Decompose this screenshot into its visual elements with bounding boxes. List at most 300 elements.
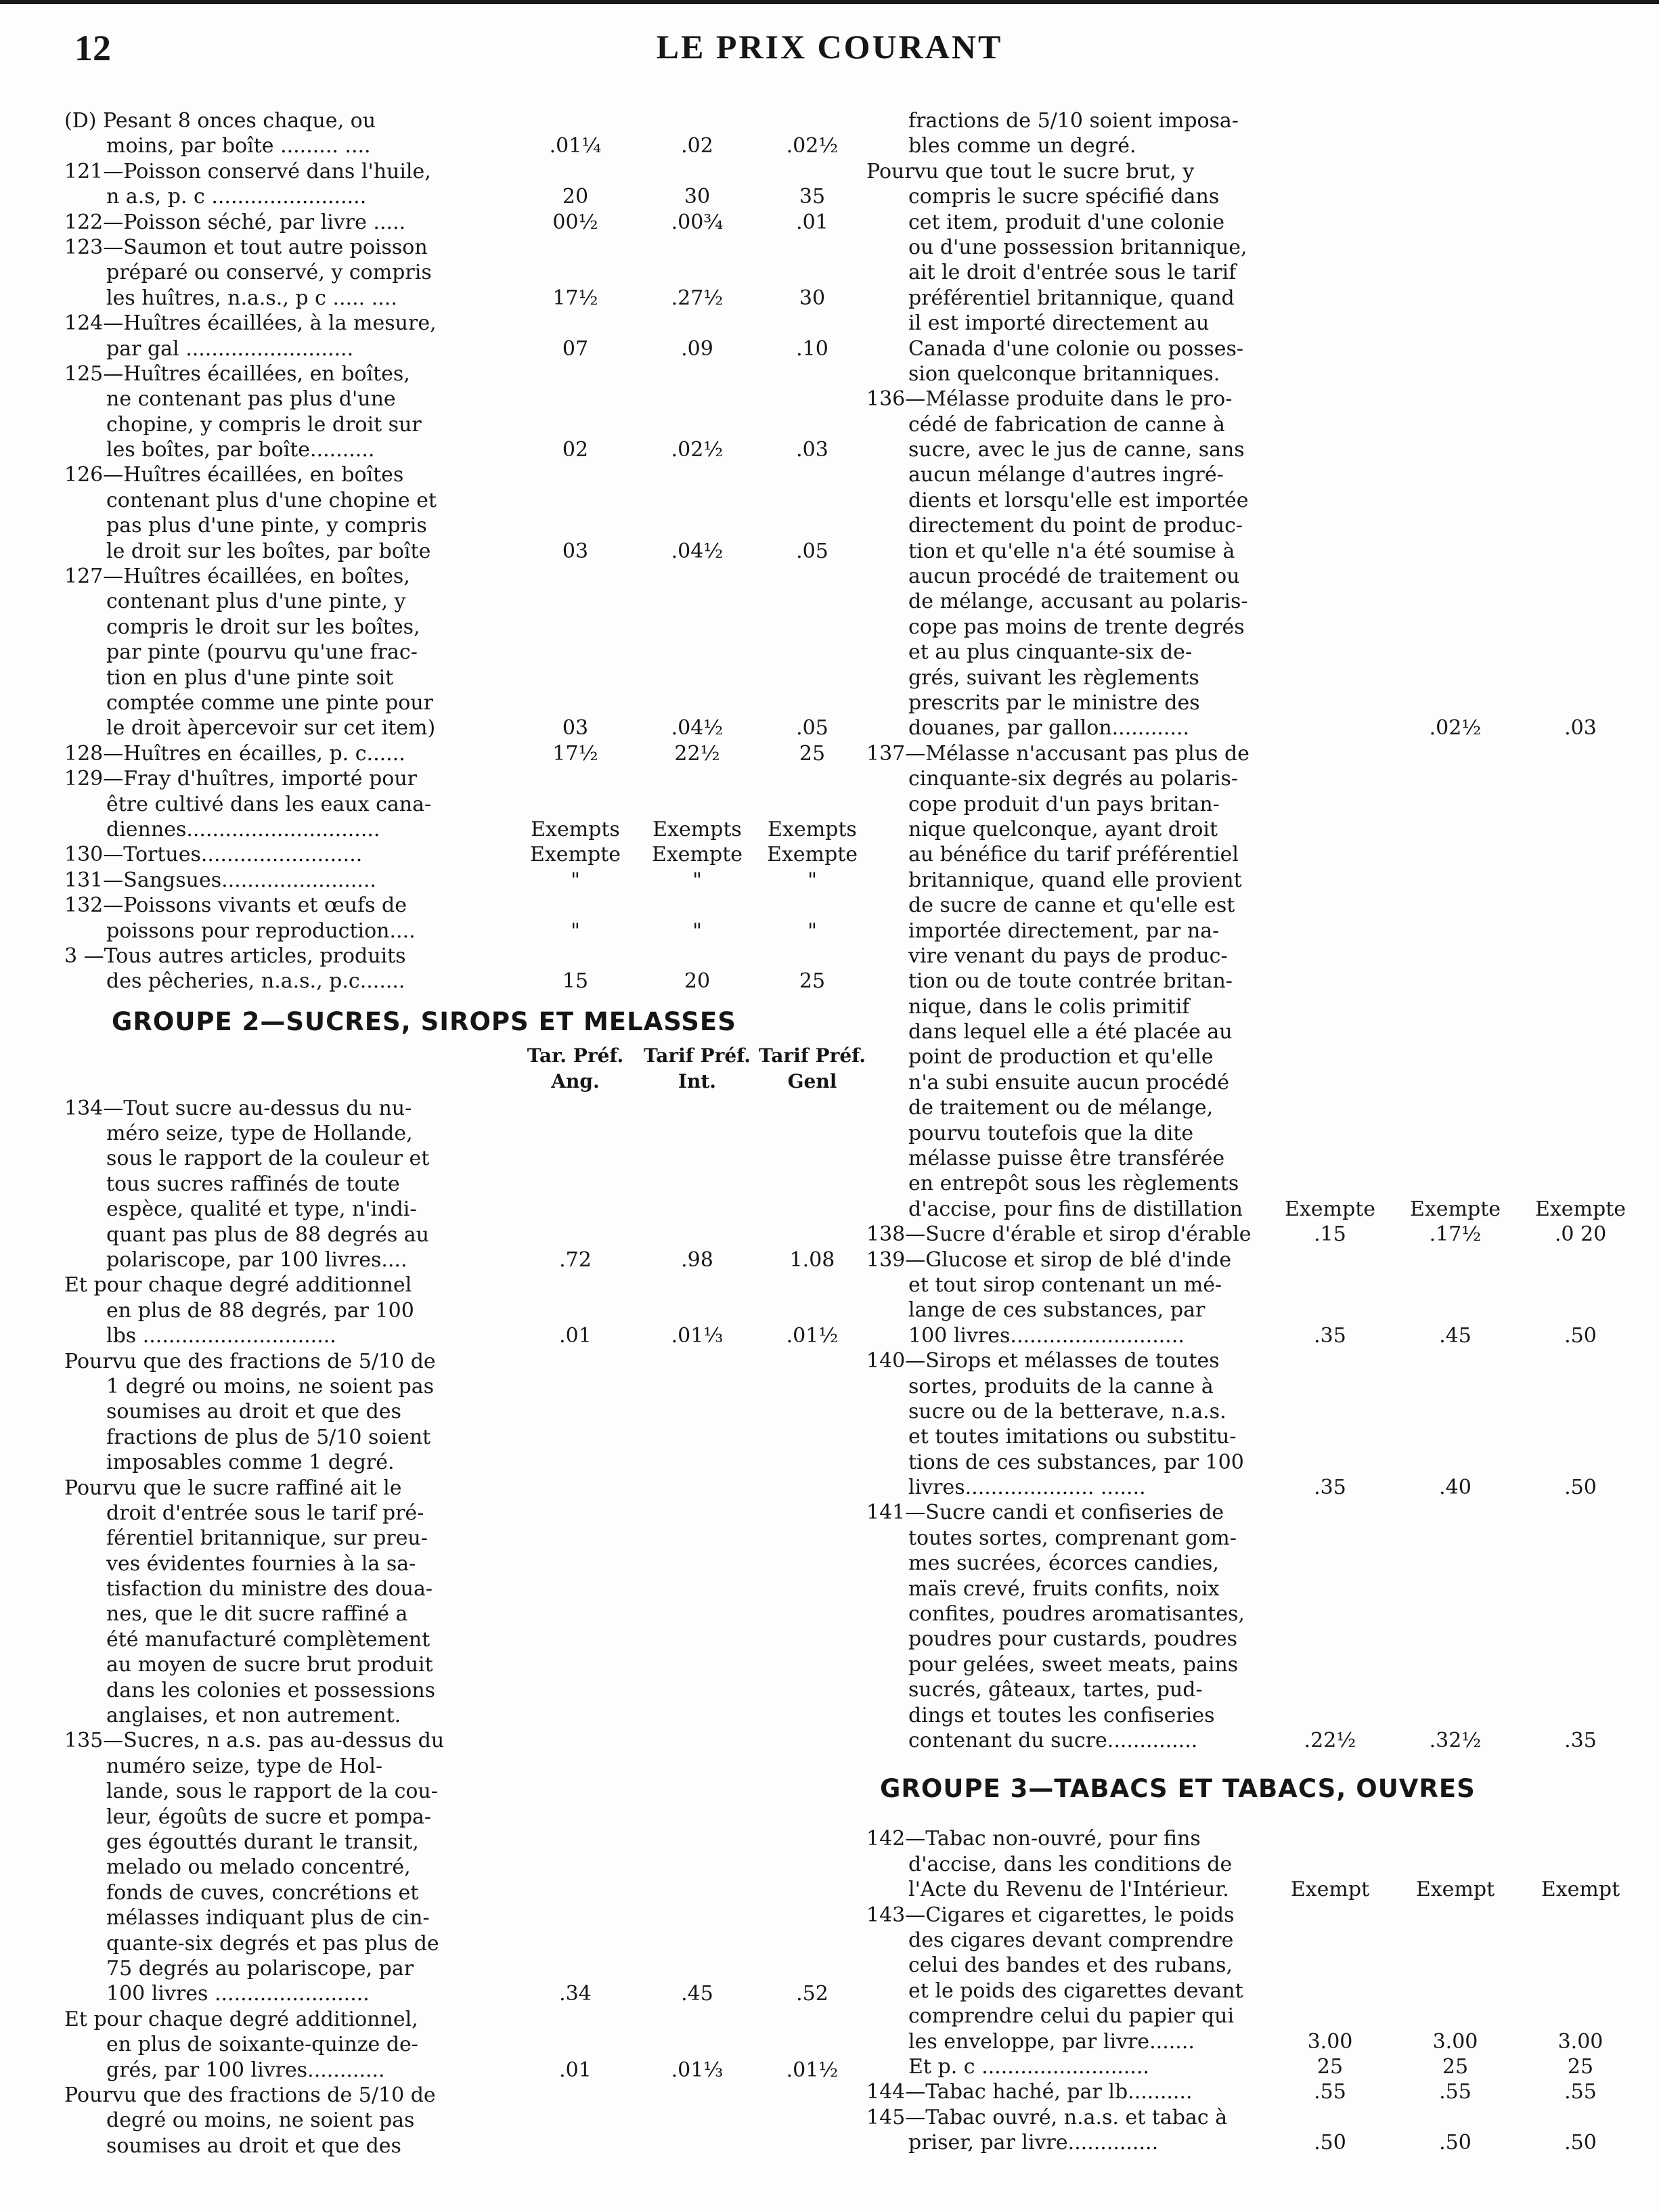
rate-value: .00¾	[671, 210, 724, 234]
line-text: il est importé directement au	[908, 311, 1210, 336]
rate-value: .03	[796, 438, 828, 462]
rate-value: .35	[1564, 1729, 1597, 1752]
line-text: cet item, produit d'une colonie	[908, 210, 1224, 234]
rate-value: 25	[1442, 2054, 1469, 2079]
rate-value: .02½	[1429, 716, 1482, 740]
tariff-line	[64, 1678, 846, 1703]
rate-value: 17½	[552, 286, 598, 310]
line-text: sortes, produits de la canne à	[908, 1374, 1214, 1398]
tariff-line	[866, 235, 1624, 260]
rate-value: .04½	[671, 716, 724, 740]
rate-value: .10	[796, 336, 828, 361]
tariff-line	[64, 1476, 846, 1501]
rate-value: .01	[796, 210, 828, 234]
tariff-line	[866, 386, 1624, 412]
tariff-line	[64, 336, 846, 361]
rate-value: .52	[796, 1982, 828, 2006]
tariff-line	[866, 260, 1624, 285]
tariff-line	[64, 311, 846, 336]
tariff-line	[64, 1754, 846, 1779]
line-text: anglaises, et non autrement.	[106, 1704, 401, 1728]
tariff-line	[64, 766, 846, 791]
line-text: contenant plus d'une chopine et	[106, 488, 437, 512]
line-text: Et p. c ..........................	[908, 2054, 1150, 2079]
tariff-line	[866, 1146, 1624, 1171]
tariff-header-pref-genl: Tarif Préf.	[759, 1044, 866, 1067]
line-text: mélasses indiquant plus de cin-	[106, 1906, 430, 1930]
tariff-line	[64, 1349, 846, 1374]
page-number: 12	[74, 28, 111, 68]
rate-value: .55	[1564, 2080, 1597, 2104]
tariff-line	[64, 2108, 846, 2133]
rate-value: .15	[1314, 1222, 1346, 1247]
line-text: par pinte (pourvu qu'une frac-	[106, 640, 418, 665]
tariff-line	[866, 210, 1624, 235]
tariff-line	[64, 1197, 846, 1222]
line-text: nique, dans le colis primitif	[908, 994, 1190, 1019]
tariff-line	[866, 868, 1624, 893]
tariff-line	[64, 1096, 846, 1121]
line-text: nes, que le dit sucre raffiné a	[106, 1602, 408, 1627]
rate-value: "	[692, 868, 702, 892]
line-text: bles comme un degré.	[908, 134, 1136, 158]
line-text: 128—Huîtres en écailles, p. c......	[64, 741, 405, 766]
line-text: de sucre de canne et qu'elle est	[908, 893, 1235, 918]
line-text: 144—Tabac haché, par lb..........	[866, 2080, 1193, 2104]
line-text: compris le sucre spécifié dans	[908, 185, 1220, 209]
line-text: au moyen de sucre brut produit	[106, 1653, 433, 1677]
rate-value: .55	[1314, 2080, 1346, 2104]
line-text: dients et lorsqu'elle est importée	[908, 488, 1249, 512]
tariff-line	[64, 260, 846, 285]
rate-value: Exempte	[651, 843, 743, 867]
rate-value: .01¼	[549, 134, 602, 158]
tariff-line	[64, 2058, 846, 2083]
line-text: sucre ou de la betterave, n.a.s.	[908, 1399, 1226, 1423]
tariff-line	[866, 108, 1624, 133]
tariff-line	[64, 1627, 846, 1652]
tariff-line	[866, 1978, 1624, 2004]
rate-value: "	[808, 919, 817, 943]
rate-value: .98	[681, 1248, 713, 1273]
rate-value: 1.08	[789, 1248, 835, 1273]
line-text: 121—Poisson conservé dans l'huile,	[64, 159, 431, 183]
tariff-line	[64, 615, 846, 640]
tariff-line	[64, 412, 846, 437]
line-text: aucun mélange d'autres ingré-	[908, 463, 1224, 487]
line-text: férentiel britannique, sur preu-	[106, 1526, 428, 1551]
rate-value: .50	[1564, 1323, 1597, 1348]
tariff-line	[866, 539, 1624, 564]
line-text: Pourvu que des fractions de 5/10 de	[64, 1349, 436, 1373]
tariff-line	[64, 210, 846, 235]
line-text: quante-six degrés et pas plus de	[106, 1931, 439, 1955]
tariff-line	[64, 539, 846, 564]
line-text: 127—Huîtres écaillées, en boîtes,	[64, 565, 410, 589]
tariff-line	[64, 868, 846, 893]
tariff-line	[866, 741, 1624, 766]
tariff-line	[866, 589, 1624, 614]
line-text: 1 degré ou moins, ne soient pas	[106, 1374, 435, 1398]
tariff-line	[64, 2133, 846, 2159]
rate-value: 30	[684, 185, 711, 209]
rate-value: Exempte	[1534, 1197, 1627, 1221]
line-text: en plus de 88 degrés, par 100	[106, 1298, 414, 1323]
line-text: 124—Huîtres écaillées, à la mesure,	[64, 311, 437, 336]
rate-value: .09	[681, 336, 713, 361]
tariff-line	[64, 817, 857, 842]
tariff-line	[866, 2029, 1624, 2054]
tariff-line	[64, 108, 846, 133]
line-text: d'accise, dans les conditions de	[908, 1852, 1233, 1876]
tariff-line	[64, 386, 846, 412]
rate-value: .04½	[671, 539, 724, 563]
tariff-line	[866, 1953, 1624, 1978]
line-text: préférentiel britannique, quand	[908, 286, 1235, 310]
line-text: de traitement ou de mélange,	[908, 1096, 1214, 1120]
line-text: 100 livres...........................	[908, 1323, 1185, 1348]
line-text: Et pour chaque degré additionnel	[64, 1273, 412, 1298]
line-text: 123—Saumon et tout autre poisson	[64, 235, 428, 259]
rate-value: .55	[1439, 2080, 1472, 2104]
left-top-entries	[64, 108, 858, 994]
line-text: Pourvu que des fractions de 5/10 de	[64, 2083, 436, 2107]
line-text: tous sucres raffinés de toute	[106, 1172, 400, 1196]
group-3-heading: GROUPE 3—TABACS ET TABACS, OUVRES	[880, 1774, 1476, 1804]
line-text: 3 —Tous autres articles, produits	[64, 944, 406, 968]
rate-value: Exempte	[1284, 1197, 1376, 1221]
rate-value: .35	[1314, 1476, 1346, 1500]
line-text: prescrits par le ministre des	[908, 690, 1200, 715]
tariff-line	[866, 1677, 1624, 1702]
rate-value: .05	[796, 716, 828, 740]
line-text: 141—Sucre candi et confiseries de	[866, 1501, 1224, 1525]
rate-value: "	[808, 868, 817, 892]
rate-value: Exempte	[766, 843, 858, 867]
line-text: sucre, avec le jus de canne, sans	[908, 438, 1245, 462]
line-text: 75 degrés au polariscope, par	[106, 1956, 414, 1981]
tariff-line	[64, 1425, 846, 1450]
rate-value: "	[571, 919, 580, 943]
line-text: mes sucrées, écorces candies,	[908, 1551, 1219, 1576]
rate-value: .45	[681, 1982, 713, 2006]
tariff-line	[866, 1247, 1624, 1273]
rate-value: Exempts	[768, 817, 857, 841]
tariff-line	[866, 336, 1624, 361]
right-top-entries	[866, 108, 1627, 1753]
top-rule	[0, 0, 1659, 4]
line-text: comptée comme une pinte pour	[106, 690, 433, 715]
tariff-line	[64, 2083, 846, 2108]
line-text: lbs ..............................	[106, 1324, 336, 1348]
tariff-line	[64, 1450, 846, 1475]
tariff-line	[64, 1247, 846, 1273]
rate-value: Exempts	[531, 817, 620, 841]
line-text: n a.s, p. c ........................	[106, 185, 367, 209]
rate-value: .27½	[671, 286, 724, 310]
rate-value: .02½	[786, 134, 839, 158]
tariff-line	[64, 893, 846, 918]
line-text: grés, suivant les règlements	[908, 665, 1199, 690]
tariff-line	[866, 969, 1624, 994]
tariff-line	[866, 311, 1624, 336]
line-text: confites, poudres aromatisantes,	[908, 1602, 1245, 1627]
tariff-line	[866, 1121, 1624, 1146]
line-text: pas plus d'une pinte, y compris	[106, 514, 427, 538]
rate-value: .50	[1564, 2131, 1597, 2155]
line-text: 132—Poissons vivants et œufs de	[64, 893, 407, 918]
rate-value: 00½	[552, 210, 598, 234]
tariff-line	[866, 1197, 1627, 1222]
line-text: numéro seize, type de Hol-	[106, 1754, 383, 1778]
line-text: Et pour chaque degré additionnel,	[64, 2007, 418, 2031]
rate-value: Exempte	[529, 843, 621, 867]
tariff-line	[866, 766, 1624, 791]
tariff-line	[866, 1877, 1624, 1902]
spacer	[866, 1811, 1624, 1826]
line-text: sous le rapport de la couleur et	[106, 1147, 430, 1171]
line-text: soumises au droit et que des	[106, 2133, 401, 2158]
line-text: moins, par boîte ......... ....	[106, 134, 371, 158]
tariff-line	[866, 2054, 1624, 2079]
tariff-line	[64, 715, 846, 740]
tariff-line	[64, 1121, 846, 1146]
line-text: 140—Sirops et mélasses de toutes	[866, 1349, 1220, 1373]
rate-value: .01½	[786, 1324, 839, 1348]
line-text: dans les colonies et possessions	[106, 1678, 436, 1702]
line-text: leur, égoûts de sucre et pompa-	[106, 1805, 432, 1829]
line-text: tion et qu'elle n'a été soumise à	[908, 539, 1235, 563]
line-text: être cultivé dans les eaux cana-	[106, 792, 432, 816]
line-text: polariscope, par 100 livres....	[106, 1248, 407, 1273]
line-text: cope produit d'un pays britan-	[908, 792, 1220, 816]
tariff-line	[866, 133, 1624, 158]
tariff-line	[866, 2079, 1624, 2104]
tariff-header-row-2	[64, 1070, 846, 1096]
tariff-line	[866, 184, 1624, 209]
rate-value: .40	[1439, 1476, 1472, 1500]
rate-value: 22½	[674, 741, 720, 766]
rate-value: 20	[684, 969, 711, 994]
line-text: dans lequel elle a été placée au	[908, 1020, 1233, 1044]
tariff-header-ang: Ang.	[551, 1069, 600, 1092]
tariff-line	[64, 1526, 846, 1551]
rate-value: .22½	[1304, 1729, 1356, 1752]
tariff-line	[64, 513, 846, 538]
tariff-line	[866, 1273, 1624, 1298]
line-text: de mélange, accusant au polaris-	[908, 590, 1248, 614]
tariff-line	[64, 2032, 846, 2057]
tariff-line	[866, 842, 1624, 867]
tariff-line	[866, 1728, 1624, 1753]
tariff-line	[64, 1855, 846, 1880]
tariff-line	[64, 437, 846, 462]
line-text: 139—Glucose et sirop de blé d'inde	[866, 1247, 1232, 1272]
tariff-line	[64, 1981, 846, 2006]
line-text: quant pas plus de 88 degrés au	[106, 1222, 429, 1247]
line-text: méro seize, type de Hollande,	[106, 1122, 413, 1146]
tariff-line	[64, 741, 846, 766]
rate-value: 15	[562, 969, 589, 994]
tariff-line	[866, 1044, 1624, 1069]
rate-value: .50	[1564, 1476, 1597, 1500]
tariff-line	[64, 184, 846, 209]
line-text: tion ou de toute contrée britan-	[908, 969, 1233, 994]
tariff-line	[866, 1576, 1624, 1601]
tariff-line	[64, 564, 846, 589]
rate-value: .01⅓	[671, 1324, 724, 1348]
tariff-line	[866, 1852, 1624, 1877]
rate-value: Exempts	[652, 817, 742, 841]
line-text: le droit àpercevoir sur cet item)	[106, 716, 436, 740]
tariff-line	[64, 1956, 846, 1981]
line-text: diennes..............................	[106, 817, 380, 841]
rate-value: 07	[562, 336, 589, 361]
line-text: toutes sortes, comprenant gom-	[908, 1526, 1237, 1550]
line-text: d'accise, pour fins de distillation	[908, 1197, 1243, 1221]
line-text: poudres pour custards, poudres	[908, 1627, 1238, 1652]
rate-value: 30	[799, 286, 826, 310]
line-text: 138—Sucre d'érable et sirop d'érable	[866, 1222, 1252, 1247]
line-text: tions de ces substances, par 100	[908, 1450, 1244, 1474]
line-text: cinquante-six degrés au polaris-	[908, 767, 1238, 791]
rate-value: 3.00	[1307, 2029, 1353, 2054]
line-text: 129—Fray d'huîtres, importé pour	[64, 767, 418, 791]
left-bottom-entries	[64, 1096, 846, 2159]
rate-value: Exempt	[1415, 1878, 1495, 1902]
rate-value: .02½	[671, 438, 724, 462]
tariff-line	[64, 1830, 846, 1855]
tariff-line	[866, 2105, 1624, 2130]
line-text: 131—Sangsues........................	[64, 868, 376, 892]
line-text: des pêcheries, n.a.s., p.c.......	[106, 969, 405, 994]
right-column	[866, 108, 1627, 2155]
tariff-line	[64, 1551, 846, 1576]
line-text: ne contenant pas plus d'une	[106, 387, 396, 412]
rate-value: .02	[681, 134, 713, 158]
line-text: sion quelconque britanniques.	[908, 361, 1220, 386]
line-text: lange de ces substances, par	[908, 1298, 1205, 1323]
line-text: poissons pour reproduction....	[106, 919, 416, 943]
line-text: les boîtes, par boîte..........	[106, 438, 375, 462]
line-text: douanes, par gallon............	[908, 716, 1190, 740]
tariff-line	[866, 1475, 1624, 1500]
line-text: (D) Pesant 8 onces chaque, ou	[64, 109, 376, 133]
tariff-line	[64, 969, 846, 994]
line-text: 145—Tabac ouvré, n.a.s. et tabac à	[866, 2105, 1228, 2129]
line-text: 122—Poisson séché, par livre .....	[64, 210, 406, 234]
line-text: en plus de soixante-quinze de-	[106, 2033, 418, 2057]
rate-value: .72	[559, 1248, 592, 1273]
rate-value: .50	[1314, 2131, 1346, 2155]
tariff-line	[866, 1171, 1624, 1196]
rate-value: Exempt	[1290, 1878, 1370, 1902]
rate-value: 25	[799, 741, 826, 766]
tariff-line	[64, 1273, 846, 1298]
rate-value: "	[571, 868, 580, 892]
line-text: 126—Huîtres écaillées, en boîtes	[64, 463, 404, 487]
tariff-line	[866, 690, 1624, 715]
tariff-line	[866, 488, 1624, 513]
line-text: grés, par 100 livres............	[106, 2058, 385, 2082]
tariff-line	[866, 1551, 1624, 1576]
tariff-line	[64, 792, 846, 817]
line-text: ges égouttés durant le transit,	[106, 1830, 419, 1854]
tariff-line	[866, 1222, 1624, 1247]
rate-value: 20	[562, 185, 589, 209]
tariff-line	[866, 944, 1624, 969]
line-text: tion en plus d'une pinte soit	[106, 665, 394, 690]
tariff-line	[64, 1146, 846, 1171]
page-title: LE PRIX COURANT	[656, 28, 1003, 66]
line-text: au bénéfice du tarif préférentiel	[908, 843, 1239, 867]
line-text: importée directement, par na-	[908, 919, 1220, 943]
line-text: préparé ou conservé, y compris	[106, 261, 432, 285]
line-text: fractions de plus de 5/10 soient	[106, 1425, 431, 1449]
tariff-line	[866, 1070, 1624, 1095]
line-text: ait le droit d'entrée sous le tarif	[908, 261, 1237, 285]
tariff-line	[64, 488, 846, 513]
line-text: maïs crevé, fruits confits, noix	[908, 1576, 1220, 1601]
tariff-line	[866, 361, 1624, 386]
rate-value: 25	[1317, 2054, 1344, 2079]
tariff-line	[866, 1500, 1624, 1525]
tariff-line	[866, 412, 1624, 437]
tariff-line	[64, 1222, 846, 1247]
rate-value: 02	[562, 438, 589, 462]
tariff-header-pref-int: Tarif Préf.	[644, 1044, 751, 1067]
line-text: les huîtres, n.a.s., p c ..... ....	[106, 286, 397, 310]
tariff-header-int: Int.	[678, 1069, 717, 1092]
tariff-line	[866, 817, 1624, 842]
line-text: soumises au droit et que des	[106, 1400, 401, 1424]
tariff-line	[866, 994, 1624, 1019]
rate-value: .03	[1564, 716, 1597, 740]
rate-value: .32½	[1429, 1729, 1482, 1752]
line-text: contenant du sucre..............	[908, 1729, 1198, 1752]
tariff-line	[64, 842, 858, 867]
line-text: 142—Tabac non-ouvré, pour fins	[866, 1827, 1201, 1851]
tariff-line	[64, 1652, 846, 1677]
tariff-line	[866, 1526, 1624, 1551]
rate-value: .0 20	[1554, 1222, 1607, 1247]
tariff-line	[64, 133, 846, 158]
line-text: imposables comme 1 degré.	[106, 1451, 395, 1475]
rate-value: 03	[562, 539, 589, 563]
tariff-line	[64, 1601, 846, 1627]
line-text: droit d'entrée sous le tarif pré-	[106, 1501, 424, 1525]
tariff-line	[64, 235, 846, 260]
tariff-line	[866, 462, 1624, 487]
rate-value: 3.00	[1557, 2029, 1603, 2054]
tariff-line	[64, 1172, 846, 1197]
rate-value: .45	[1439, 1323, 1472, 1348]
tariff-line	[64, 1298, 846, 1323]
tariff-line	[64, 589, 846, 614]
line-text: pour gelées, sweet meats, pains	[908, 1652, 1239, 1677]
tariff-line	[866, 1298, 1624, 1323]
rate-value: "	[692, 919, 702, 943]
tariff-line	[866, 893, 1624, 918]
tariff-line	[64, 919, 846, 944]
tariff-line	[866, 1348, 1624, 1373]
line-text: livres.................... .......	[908, 1476, 1146, 1500]
tariff-line	[866, 665, 1624, 690]
tariff-line	[64, 1880, 846, 1905]
rate-value: .35	[1314, 1323, 1346, 1348]
tariff-line	[866, 1928, 1624, 1953]
tariff-line	[64, 665, 846, 690]
